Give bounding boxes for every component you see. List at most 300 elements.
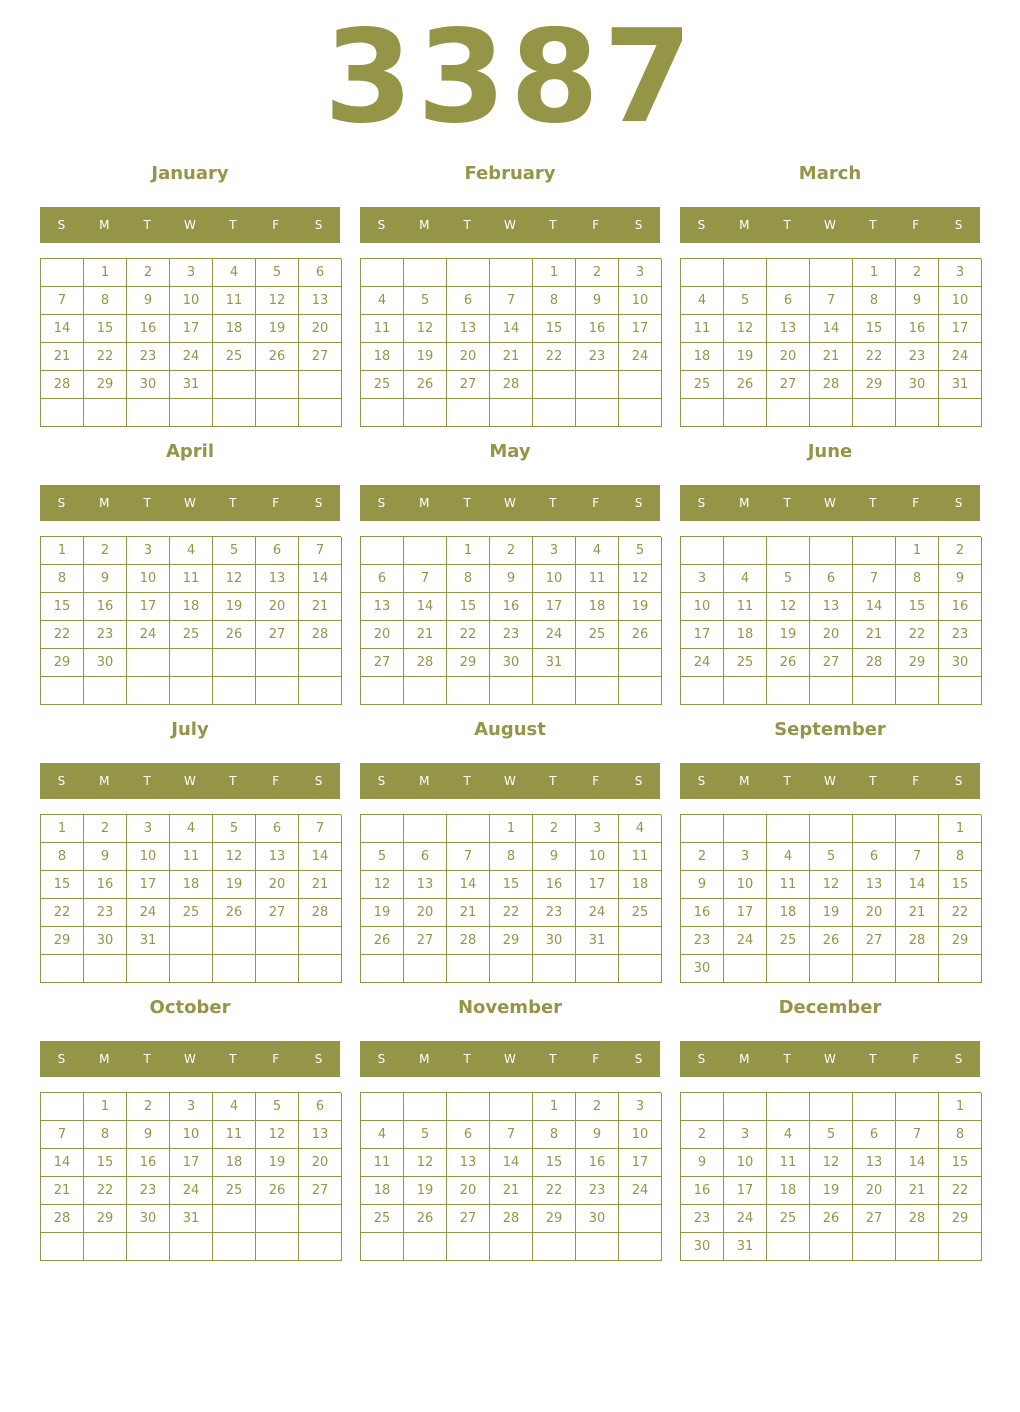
empty-day-cell bbox=[490, 259, 533, 287]
day-cell: 2 bbox=[939, 537, 982, 565]
weekday-label: F bbox=[592, 774, 600, 788]
day-cell: 26 bbox=[404, 371, 447, 399]
weekday-label: T bbox=[783, 218, 791, 232]
day-cell: 27 bbox=[853, 1205, 896, 1233]
weekday-label: T bbox=[143, 774, 151, 788]
weekday-label: W bbox=[504, 1052, 516, 1066]
empty-day-cell bbox=[724, 259, 767, 287]
day-cell: 24 bbox=[170, 343, 213, 371]
month-name: October bbox=[149, 997, 231, 1018]
empty-day-cell bbox=[619, 399, 662, 427]
day-cell: 28 bbox=[41, 371, 84, 399]
day-cell: 6 bbox=[361, 565, 404, 593]
day-cell: 28 bbox=[447, 927, 490, 955]
day-cell: 6 bbox=[810, 565, 853, 593]
empty-day-cell bbox=[576, 677, 619, 705]
weekday-label: F bbox=[912, 1052, 920, 1066]
weekday-label: W bbox=[824, 496, 836, 510]
day-cell: 19 bbox=[767, 621, 810, 649]
day-cell: 29 bbox=[447, 649, 490, 677]
day-cell: 22 bbox=[533, 1177, 576, 1205]
day-cell: 11 bbox=[213, 287, 256, 315]
empty-day-cell bbox=[84, 1233, 127, 1261]
day-cell: 7 bbox=[810, 287, 853, 315]
month-july bbox=[40, 715, 340, 985]
empty-day-cell bbox=[41, 399, 84, 427]
day-cell: 12 bbox=[404, 1149, 447, 1177]
day-cell: 12 bbox=[810, 1149, 853, 1177]
weekday-header bbox=[360, 763, 660, 799]
empty-day-cell bbox=[127, 649, 170, 677]
day-cell: 8 bbox=[853, 287, 896, 315]
empty-day-cell bbox=[619, 927, 662, 955]
day-cell: 6 bbox=[256, 815, 299, 843]
day-cell: 2 bbox=[490, 537, 533, 565]
day-cell: 8 bbox=[84, 287, 127, 315]
empty-day-cell bbox=[447, 1093, 490, 1121]
day-cell: 7 bbox=[299, 815, 342, 843]
empty-day-cell bbox=[256, 1233, 299, 1261]
day-cell: 22 bbox=[939, 899, 982, 927]
day-cell: 27 bbox=[361, 649, 404, 677]
day-cell: 19 bbox=[213, 871, 256, 899]
day-cell: 12 bbox=[256, 287, 299, 315]
day-cell: 22 bbox=[41, 899, 84, 927]
empty-day-cell bbox=[810, 537, 853, 565]
day-cell: 14 bbox=[853, 593, 896, 621]
day-cell: 27 bbox=[767, 371, 810, 399]
day-cell: 5 bbox=[767, 565, 810, 593]
day-cell: 19 bbox=[724, 343, 767, 371]
weekday-header bbox=[680, 1041, 980, 1077]
day-cell: 23 bbox=[533, 899, 576, 927]
empty-day-cell bbox=[576, 955, 619, 983]
weekday-header bbox=[680, 485, 980, 521]
empty-day-cell bbox=[767, 259, 810, 287]
weekday-label: W bbox=[504, 218, 516, 232]
empty-day-cell bbox=[681, 815, 724, 843]
day-cell: 17 bbox=[939, 315, 982, 343]
empty-day-cell bbox=[213, 677, 256, 705]
weekday-label: T bbox=[783, 774, 791, 788]
day-cell: 31 bbox=[533, 649, 576, 677]
day-cell: 1 bbox=[84, 259, 127, 287]
day-cell: 20 bbox=[361, 621, 404, 649]
empty-day-cell bbox=[361, 537, 404, 565]
empty-day-cell bbox=[576, 371, 619, 399]
day-grid bbox=[360, 258, 661, 427]
day-cell: 9 bbox=[127, 1121, 170, 1149]
day-cell: 19 bbox=[256, 1149, 299, 1177]
weekday-label: F bbox=[272, 1052, 280, 1066]
day-cell: 15 bbox=[896, 593, 939, 621]
empty-day-cell bbox=[767, 1093, 810, 1121]
day-cell: 18 bbox=[170, 871, 213, 899]
empty-day-cell bbox=[299, 371, 342, 399]
weekday-label: S bbox=[697, 774, 706, 788]
weekday-label: M bbox=[99, 496, 110, 510]
empty-day-cell bbox=[853, 1093, 896, 1121]
day-cell: 19 bbox=[256, 315, 299, 343]
weekday-label: S bbox=[314, 496, 323, 510]
weekday-label: S bbox=[57, 1052, 66, 1066]
day-cell: 14 bbox=[810, 315, 853, 343]
day-cell: 17 bbox=[170, 1149, 213, 1177]
empty-day-cell bbox=[767, 815, 810, 843]
empty-day-cell bbox=[767, 677, 810, 705]
day-cell: 13 bbox=[299, 287, 342, 315]
day-cell: 10 bbox=[724, 871, 767, 899]
weekday-label: W bbox=[824, 218, 836, 232]
day-cell: 19 bbox=[213, 593, 256, 621]
day-cell: 18 bbox=[767, 1177, 810, 1205]
weekday-label: M bbox=[739, 1052, 750, 1066]
month-january bbox=[40, 159, 340, 429]
day-cell: 20 bbox=[447, 343, 490, 371]
empty-day-cell bbox=[939, 399, 982, 427]
empty-day-cell bbox=[724, 537, 767, 565]
empty-day-cell bbox=[361, 1233, 404, 1261]
empty-day-cell bbox=[84, 677, 127, 705]
day-cell: 18 bbox=[361, 343, 404, 371]
day-cell: 8 bbox=[447, 565, 490, 593]
day-cell: 18 bbox=[170, 593, 213, 621]
day-cell: 29 bbox=[939, 927, 982, 955]
day-cell: 23 bbox=[84, 621, 127, 649]
day-cell: 22 bbox=[84, 1177, 127, 1205]
weekday-label: T bbox=[463, 496, 471, 510]
day-cell: 3 bbox=[533, 537, 576, 565]
empty-day-cell bbox=[619, 1205, 662, 1233]
day-cell: 10 bbox=[576, 843, 619, 871]
day-cell: 13 bbox=[810, 593, 853, 621]
day-cell: 26 bbox=[213, 899, 256, 927]
weekday-label: S bbox=[697, 218, 706, 232]
day-cell: 6 bbox=[853, 1121, 896, 1149]
day-cell: 22 bbox=[939, 1177, 982, 1205]
weekday-label: W bbox=[824, 774, 836, 788]
day-cell: 3 bbox=[170, 259, 213, 287]
empty-day-cell bbox=[810, 815, 853, 843]
day-cell: 20 bbox=[810, 621, 853, 649]
day-cell: 16 bbox=[681, 1177, 724, 1205]
empty-day-cell bbox=[576, 649, 619, 677]
day-cell: 19 bbox=[404, 343, 447, 371]
weekday-label: S bbox=[57, 496, 66, 510]
day-cell: 29 bbox=[84, 1205, 127, 1233]
month-december bbox=[680, 993, 980, 1263]
day-cell: 15 bbox=[490, 871, 533, 899]
day-cell: 26 bbox=[810, 1205, 853, 1233]
empty-day-cell bbox=[404, 259, 447, 287]
day-cell: 26 bbox=[810, 927, 853, 955]
day-cell: 11 bbox=[361, 315, 404, 343]
day-cell: 2 bbox=[896, 259, 939, 287]
day-cell: 25 bbox=[724, 649, 767, 677]
day-cell: 18 bbox=[213, 315, 256, 343]
month-name: July bbox=[171, 719, 209, 740]
empty-day-cell bbox=[256, 649, 299, 677]
day-cell: 24 bbox=[619, 343, 662, 371]
day-cell: 2 bbox=[681, 1121, 724, 1149]
day-grid bbox=[680, 814, 981, 983]
day-cell: 4 bbox=[361, 287, 404, 315]
day-cell: 22 bbox=[896, 621, 939, 649]
day-cell: 3 bbox=[127, 537, 170, 565]
day-cell: 13 bbox=[853, 1149, 896, 1177]
day-cell: 29 bbox=[853, 371, 896, 399]
month-name: December bbox=[778, 997, 882, 1018]
day-cell: 4 bbox=[724, 565, 767, 593]
day-cell: 31 bbox=[170, 371, 213, 399]
month-name: September bbox=[774, 719, 886, 740]
day-cell: 21 bbox=[810, 343, 853, 371]
day-cell: 16 bbox=[127, 1149, 170, 1177]
empty-day-cell bbox=[404, 815, 447, 843]
day-cell: 21 bbox=[853, 621, 896, 649]
day-cell: 1 bbox=[939, 815, 982, 843]
empty-day-cell bbox=[84, 955, 127, 983]
day-cell: 12 bbox=[256, 1121, 299, 1149]
day-cell: 30 bbox=[681, 955, 724, 983]
weekday-label: M bbox=[99, 774, 110, 788]
day-cell: 10 bbox=[939, 287, 982, 315]
day-cell: 12 bbox=[767, 593, 810, 621]
empty-day-cell bbox=[853, 1233, 896, 1261]
empty-day-cell bbox=[619, 677, 662, 705]
day-cell: 19 bbox=[810, 899, 853, 927]
day-cell: 10 bbox=[619, 1121, 662, 1149]
month-name: August bbox=[474, 719, 546, 740]
day-cell: 12 bbox=[724, 315, 767, 343]
empty-day-cell bbox=[681, 677, 724, 705]
day-cell: 3 bbox=[170, 1093, 213, 1121]
day-cell: 27 bbox=[447, 371, 490, 399]
day-cell: 19 bbox=[361, 899, 404, 927]
empty-day-cell bbox=[896, 399, 939, 427]
empty-day-cell bbox=[810, 1233, 853, 1261]
weekday-label: S bbox=[377, 496, 386, 510]
day-cell: 26 bbox=[724, 371, 767, 399]
day-grid bbox=[360, 536, 661, 705]
month-february bbox=[360, 159, 660, 429]
day-cell: 3 bbox=[619, 1093, 662, 1121]
day-cell: 30 bbox=[84, 649, 127, 677]
day-cell: 8 bbox=[490, 843, 533, 871]
day-cell: 18 bbox=[681, 343, 724, 371]
day-cell: 1 bbox=[533, 259, 576, 287]
empty-day-cell bbox=[447, 955, 490, 983]
weekday-label: F bbox=[272, 218, 280, 232]
day-cell: 4 bbox=[619, 815, 662, 843]
day-cell: 1 bbox=[490, 815, 533, 843]
day-cell: 5 bbox=[619, 537, 662, 565]
weekday-header bbox=[40, 485, 340, 521]
weekday-label: T bbox=[783, 496, 791, 510]
day-cell: 5 bbox=[213, 537, 256, 565]
day-cell: 9 bbox=[127, 287, 170, 315]
day-cell: 14 bbox=[41, 1149, 84, 1177]
empty-day-cell bbox=[256, 927, 299, 955]
empty-day-cell bbox=[724, 399, 767, 427]
weekday-label: M bbox=[739, 218, 750, 232]
day-cell: 18 bbox=[619, 871, 662, 899]
empty-day-cell bbox=[299, 1233, 342, 1261]
day-cell: 15 bbox=[41, 871, 84, 899]
day-grid bbox=[40, 258, 341, 427]
day-cell: 15 bbox=[533, 1149, 576, 1177]
weekday-label: S bbox=[314, 218, 323, 232]
weekday-label: T bbox=[869, 774, 877, 788]
day-cell: 13 bbox=[361, 593, 404, 621]
day-cell: 8 bbox=[939, 843, 982, 871]
day-cell: 28 bbox=[853, 649, 896, 677]
empty-day-cell bbox=[361, 815, 404, 843]
day-cell: 8 bbox=[533, 287, 576, 315]
weekday-label: T bbox=[783, 1052, 791, 1066]
weekday-label: T bbox=[869, 496, 877, 510]
day-cell: 23 bbox=[576, 1177, 619, 1205]
day-cell: 16 bbox=[490, 593, 533, 621]
empty-day-cell bbox=[127, 955, 170, 983]
day-cell: 17 bbox=[681, 621, 724, 649]
weekday-label: S bbox=[697, 496, 706, 510]
day-cell: 27 bbox=[404, 927, 447, 955]
day-cell: 28 bbox=[299, 621, 342, 649]
weekday-label: S bbox=[634, 496, 643, 510]
empty-day-cell bbox=[41, 677, 84, 705]
day-cell: 27 bbox=[810, 649, 853, 677]
day-cell: 14 bbox=[490, 1149, 533, 1177]
day-cell: 6 bbox=[404, 843, 447, 871]
weekday-label: W bbox=[184, 774, 196, 788]
day-cell: 10 bbox=[170, 1121, 213, 1149]
empty-day-cell bbox=[896, 1093, 939, 1121]
day-cell: 17 bbox=[619, 315, 662, 343]
empty-day-cell bbox=[127, 399, 170, 427]
day-cell: 18 bbox=[724, 621, 767, 649]
day-cell: 2 bbox=[127, 1093, 170, 1121]
day-cell: 29 bbox=[41, 927, 84, 955]
empty-day-cell bbox=[170, 927, 213, 955]
day-cell: 8 bbox=[896, 565, 939, 593]
day-cell: 25 bbox=[361, 1205, 404, 1233]
empty-day-cell bbox=[896, 815, 939, 843]
day-cell: 24 bbox=[170, 1177, 213, 1205]
day-cell: 13 bbox=[447, 1149, 490, 1177]
day-cell: 5 bbox=[404, 1121, 447, 1149]
day-cell: 9 bbox=[939, 565, 982, 593]
day-cell: 26 bbox=[213, 621, 256, 649]
weekday-label: S bbox=[377, 774, 386, 788]
day-cell: 4 bbox=[767, 1121, 810, 1149]
day-cell: 30 bbox=[127, 1205, 170, 1233]
weekday-label: F bbox=[912, 774, 920, 788]
day-cell: 17 bbox=[127, 871, 170, 899]
empty-day-cell bbox=[256, 399, 299, 427]
day-cell: 7 bbox=[447, 843, 490, 871]
day-cell: 4 bbox=[681, 287, 724, 315]
empty-day-cell bbox=[619, 371, 662, 399]
day-cell: 27 bbox=[256, 621, 299, 649]
day-cell: 12 bbox=[213, 565, 256, 593]
empty-day-cell bbox=[404, 1233, 447, 1261]
day-cell: 10 bbox=[619, 287, 662, 315]
empty-day-cell bbox=[896, 955, 939, 983]
weekday-label: T bbox=[869, 1052, 877, 1066]
empty-day-cell bbox=[447, 815, 490, 843]
empty-day-cell bbox=[127, 1233, 170, 1261]
weekday-label: T bbox=[229, 774, 237, 788]
day-cell: 17 bbox=[724, 1177, 767, 1205]
day-cell: 2 bbox=[533, 815, 576, 843]
weekday-label: T bbox=[229, 218, 237, 232]
day-cell: 16 bbox=[576, 1149, 619, 1177]
empty-day-cell bbox=[170, 649, 213, 677]
month-name: November bbox=[457, 997, 563, 1018]
empty-day-cell bbox=[170, 1233, 213, 1261]
day-cell: 14 bbox=[299, 565, 342, 593]
empty-day-cell bbox=[490, 1093, 533, 1121]
day-cell: 8 bbox=[84, 1121, 127, 1149]
empty-day-cell bbox=[213, 1233, 256, 1261]
day-cell: 8 bbox=[41, 843, 84, 871]
day-cell: 24 bbox=[127, 621, 170, 649]
day-cell: 22 bbox=[533, 343, 576, 371]
empty-day-cell bbox=[447, 399, 490, 427]
day-cell: 16 bbox=[576, 315, 619, 343]
empty-day-cell bbox=[896, 1233, 939, 1261]
empty-day-cell bbox=[404, 1093, 447, 1121]
weekday-label: S bbox=[314, 1052, 323, 1066]
empty-day-cell bbox=[404, 537, 447, 565]
empty-day-cell bbox=[533, 1233, 576, 1261]
weekday-label: W bbox=[504, 774, 516, 788]
day-cell: 5 bbox=[724, 287, 767, 315]
day-cell: 27 bbox=[853, 927, 896, 955]
day-cell: 5 bbox=[810, 1121, 853, 1149]
day-cell: 6 bbox=[853, 843, 896, 871]
day-cell: 28 bbox=[490, 371, 533, 399]
day-cell: 4 bbox=[213, 1093, 256, 1121]
day-cell: 7 bbox=[896, 843, 939, 871]
empty-day-cell bbox=[299, 649, 342, 677]
day-grid bbox=[680, 1092, 981, 1261]
day-cell: 20 bbox=[299, 315, 342, 343]
day-cell: 23 bbox=[681, 1205, 724, 1233]
empty-day-cell bbox=[213, 371, 256, 399]
empty-day-cell bbox=[619, 955, 662, 983]
day-cell: 1 bbox=[853, 259, 896, 287]
day-cell: 1 bbox=[41, 815, 84, 843]
weekday-label: S bbox=[954, 218, 963, 232]
weekday-label: M bbox=[99, 218, 110, 232]
day-cell: 4 bbox=[767, 843, 810, 871]
empty-day-cell bbox=[724, 955, 767, 983]
empty-day-cell bbox=[767, 537, 810, 565]
day-cell: 13 bbox=[256, 565, 299, 593]
day-cell: 28 bbox=[299, 899, 342, 927]
weekday-label: T bbox=[869, 218, 877, 232]
day-cell: 9 bbox=[681, 1149, 724, 1177]
weekday-header bbox=[360, 485, 660, 521]
day-cell: 23 bbox=[127, 1177, 170, 1205]
day-cell: 10 bbox=[127, 843, 170, 871]
day-cell: 4 bbox=[170, 537, 213, 565]
day-cell: 24 bbox=[127, 899, 170, 927]
empty-day-cell bbox=[767, 1233, 810, 1261]
weekday-label: F bbox=[592, 496, 600, 510]
